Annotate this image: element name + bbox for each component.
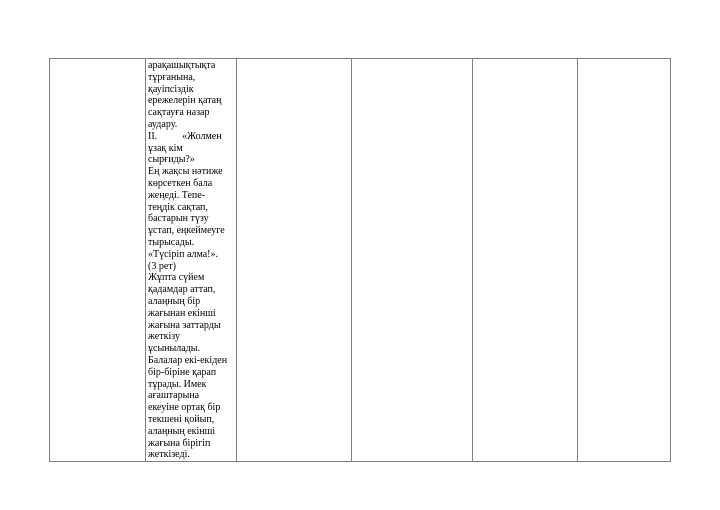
activity-description-text: арақашықтықта тұрғанына, қауіпсіздік ережелерін қатаң сақтауға назар аудару. ІІ. «Жолмен ұзақ кім сырғиды?» Ең жақсы нәтиже көрсеткен бала жеңеді. Тепе- теңдік сақтап, бастарын түзу ұстап, еңкеймеуге тырысады. «Түсіріп алма!». (3 рет) Жұпта сүйем қадамдар аттап, алаңның бір жағынан екінші жағына заттарды жеткізу ұсынылады. Балалар екі-екіден бір-біріне қарап тұрады. Имек ағаштарына екеуіне ортақ бір текшені қойып, алаңның екінші жағына бірігіп жеткізеді. xyxy=(148,60,228,461)
table-cell-3 xyxy=(237,59,352,462)
table-cell-1 xyxy=(50,59,146,462)
table-cell-6 xyxy=(578,59,671,462)
table-row xyxy=(50,59,671,462)
document-table xyxy=(49,58,671,462)
table-cell-2 xyxy=(146,59,237,462)
table-cell-4 xyxy=(352,59,473,462)
table-cell-5 xyxy=(473,59,578,462)
